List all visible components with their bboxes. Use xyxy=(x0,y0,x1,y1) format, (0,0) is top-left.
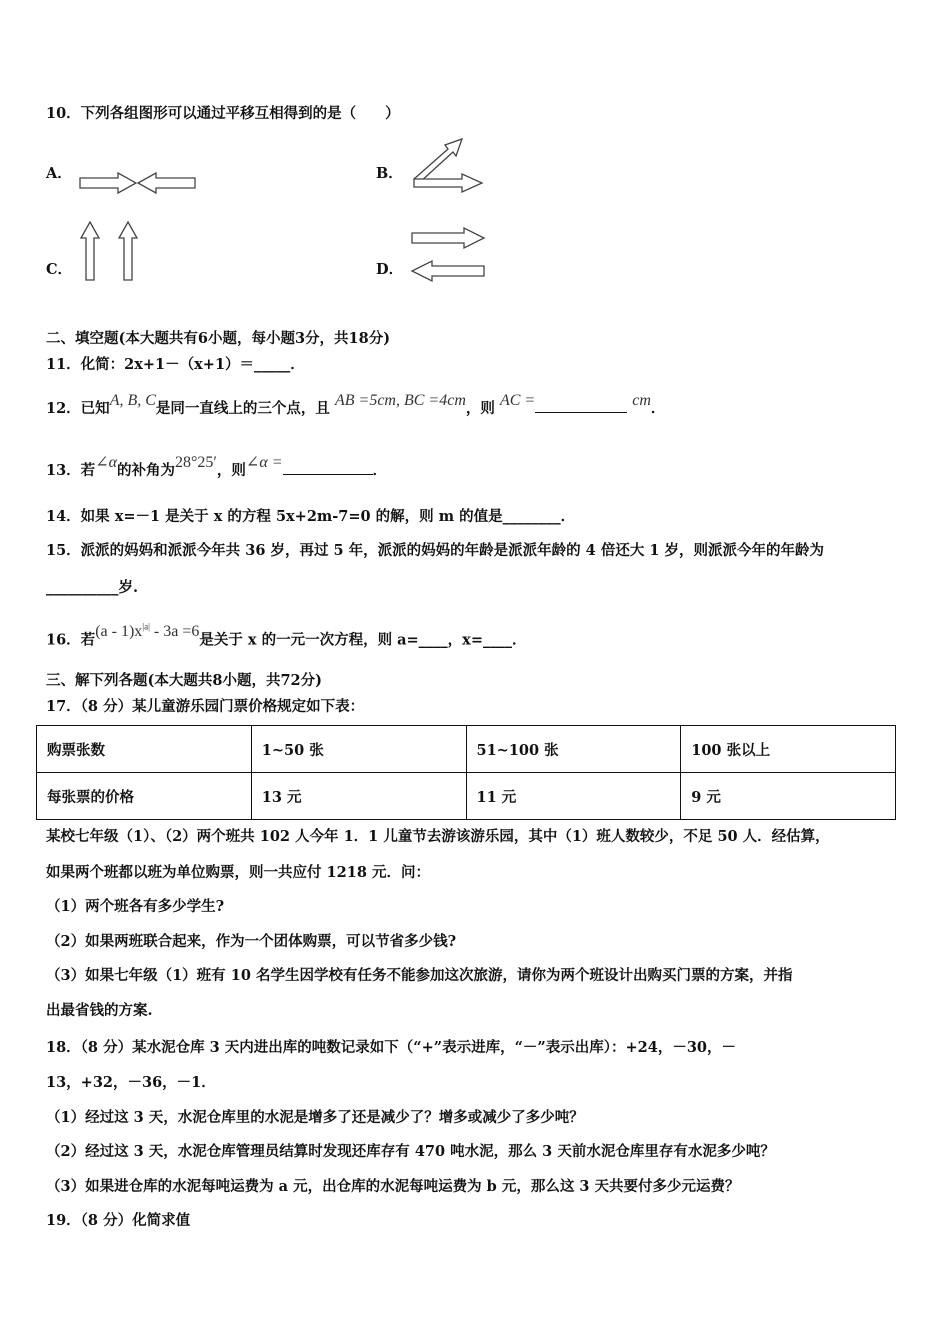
q10-stem: 10．下列各组图形可以通过平移互相得到的是（ ） xyxy=(46,105,400,122)
q10-figure-c-arrows-icon xyxy=(78,220,148,282)
q11: 11．化简：2x+1－（x+1）＝_____． xyxy=(46,356,305,373)
q13-text-1: 13．若 xyxy=(46,462,96,479)
q17-stem: 17．（8 分）某儿童游乐园门票价格规定如下表： xyxy=(46,698,365,715)
q16-text-2: 是关于 x 的一元一次方程，则 a=____，x=____． xyxy=(199,631,527,649)
q12-text-4: ． xyxy=(650,400,666,417)
table-cell: 购票张数 xyxy=(37,726,252,773)
q17-body-line-2: 如果两个班都以班为单位购票，则一共应付 1218 元．问： xyxy=(46,864,430,881)
q15-line-2: __________岁. xyxy=(46,579,139,596)
q12-text-1: 12．已知 xyxy=(46,400,110,417)
table-cell: 51~100 张 xyxy=(466,726,681,773)
q16-math-part-2: - 3a =6 xyxy=(149,623,200,641)
q12-text-3: ，则 xyxy=(465,400,495,417)
q10-option-c-label: C． xyxy=(46,261,73,278)
q10-figure-d-arrows-icon xyxy=(408,226,488,282)
q13-math-angle-eq: ∠α = xyxy=(245,454,283,471)
q10-figure-b-arrows-icon xyxy=(408,135,488,195)
q10-option-d-label: D． xyxy=(376,261,404,278)
table-row xyxy=(37,726,896,773)
section-2-title: 二、填空题(本大题共有6小题，每小题3分，共18分) xyxy=(46,330,391,347)
q13-text-4: ． xyxy=(372,462,388,479)
q17-sub-3-line-2: 出最省钱的方案. xyxy=(46,1002,153,1019)
q13-text-3: ，则 xyxy=(216,462,246,479)
q18-line-2: 13，+32，－36，－1． xyxy=(46,1074,216,1091)
q15-line-1: 15．派派的妈妈和派派今年共 36 岁，再过 5 年，派派的妈妈的年龄是派派年龄的 4 倍还大 1 岁，则派派今年的年龄为 xyxy=(46,542,825,559)
q12-math-unit: cm xyxy=(632,392,651,409)
ticket-price-table xyxy=(36,725,896,820)
q10-option-a-label: A． xyxy=(46,165,72,182)
table-cell: 100 张以上 xyxy=(681,726,896,773)
q18-sub-1: （1）经过这 3 天，水泥仓库里的水泥是增多了还是减少了？增多或减少了多少吨？ xyxy=(46,1109,584,1126)
q12-math-lengths: AB =5cm, BC =4cm xyxy=(334,392,466,409)
q13 xyxy=(46,454,388,481)
q12-text-2: 是同一直线上的三个点，且 xyxy=(155,400,330,417)
table-cell: 11 元 xyxy=(466,773,681,820)
table-row xyxy=(37,773,896,820)
q16-text-1: 16．若 xyxy=(46,631,96,649)
q16 xyxy=(46,622,527,650)
q16-math-exponent: |a| xyxy=(142,622,150,632)
q13-math-angle: ∠α xyxy=(95,454,117,471)
q13-answer-blank[interactable] xyxy=(283,460,373,475)
q10-figure-a-arrows-icon xyxy=(78,170,198,200)
q10-option-b-label: B． xyxy=(376,165,403,182)
q14: 14．如果 x=－1 是关于 x 的方程 5x+2m-7=0 的解，则 m 的值是________． xyxy=(46,508,576,525)
q17-sub-2: （2）如果两班联合起来，作为一个团体购票，可以节省多少钱? xyxy=(46,933,457,950)
q16-math-expr xyxy=(95,623,199,640)
table-cell: 9 元 xyxy=(681,773,896,820)
q13-text-2: 的补角为 xyxy=(117,462,175,479)
q12 xyxy=(46,392,666,419)
q17-sub-1: （1）两个班各有多少学生? xyxy=(46,898,225,915)
q18-line-1: 18．（8 分）某水泥仓库 3 天内进出库的吨数记录如下（“+”表示进库，“－”表示出库）：+24，－30，－ xyxy=(46,1039,737,1056)
q19-stem: 19．（8 分）化简求值 xyxy=(46,1212,191,1229)
q18-sub-2: （2）经过这 3 天，水泥仓库管理员结算时发现还库存有 470 吨水泥，那么 3 天前水泥仓库里存有水泥多少吨？ xyxy=(46,1143,775,1160)
q17-body-line-1: 某校七年级（1）、（2）两个班共 102 人今年 1．1 儿童节去游该游乐园，其中（1）班人数较少，不足 50 人．经估算， xyxy=(46,828,830,845)
q12-answer-blank[interactable] xyxy=(535,398,627,413)
q18-sub-3: （3）如果进仓库的水泥每吨运费为 a 元，出仓库的水泥每吨运费为 b 元，那么这 3 天共要付多少元运费？ xyxy=(46,1178,740,1195)
q13-math-degrees: 28°25′ xyxy=(175,454,217,471)
table-cell: 1~50 张 xyxy=(251,726,466,773)
q12-math-ac: AC = xyxy=(499,392,536,409)
q12-math-points: A, B, C xyxy=(109,392,156,409)
table-cell: 13 元 xyxy=(251,773,466,820)
q17-sub-3-line-1: （3）如果七年级（1）班有 10 名学生因学校有任务不能参加这次旅游，请你为两个班设计出购买门票的方案，并指 xyxy=(46,967,793,984)
table-cell: 每张票的价格 xyxy=(37,773,252,820)
section-3-title: 三、解下列各题(本大题共8小题，共72分) xyxy=(46,672,322,689)
q16-math-part-1: (a - 1)x xyxy=(95,623,143,641)
